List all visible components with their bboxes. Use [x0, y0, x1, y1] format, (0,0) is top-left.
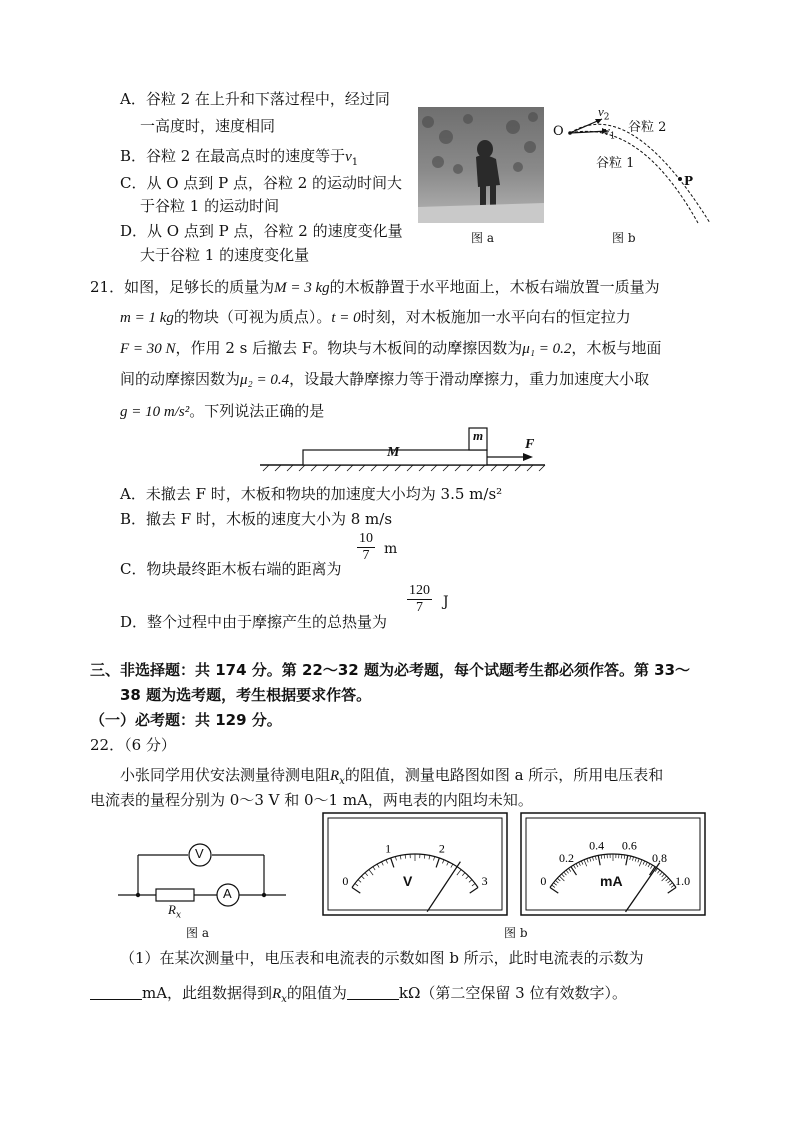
a-tick-label: 0.8 — [651, 851, 667, 866]
voltmeter-unit: V — [403, 873, 413, 889]
grain1-label: 谷粒 1 — [596, 156, 635, 171]
v-tick-label: 3 — [481, 874, 488, 889]
q21-option-d-unit: J — [443, 594, 449, 610]
board-block-diagram — [255, 425, 555, 475]
ammeter-dial — [520, 812, 706, 916]
v-tick-label: 1 — [385, 841, 392, 856]
figure-a-caption: 图 a — [471, 231, 494, 245]
q21-line3: F = 30 N，作用 2 s 后撤去 F。物块与木板间的动摩擦因数为μ₁ = 0.2，木板与地面 — [120, 339, 662, 357]
q20-option-c-cont: 于谷粒 1 的运动时间 — [140, 197, 280, 215]
q21-line4: 间的动摩擦因数为μ₂ = 0.4，设最大静摩擦力等于滑动摩擦力，重力加速度大小取 — [120, 370, 650, 388]
q21-option-d: D．整个过程中由于摩擦产生的总热量为 — [120, 613, 388, 631]
v-tick-label: 0 — [342, 874, 349, 889]
v-tick-label: 2 — [438, 841, 445, 856]
ammeter-label: A — [223, 886, 232, 901]
v2-label: $v_2$ — [598, 104, 610, 123]
a-tick-label: 0.2 — [559, 851, 575, 866]
resistor-label: $R_x$ — [168, 902, 182, 921]
q22-sub1-cont: mA，此组数据得到$R_x$的阻值为 kΩ（第二空保留 3 位有效数字）。 — [90, 982, 627, 1005]
section3-subheading: （一）必考题：共 129 分。 — [90, 711, 282, 729]
q21-option-c: C．物块最终距木板右端的距离为 — [120, 560, 342, 578]
point-p-label: P — [684, 174, 694, 188]
ammeter-unit: mA — [600, 873, 623, 889]
v1-subscript: 1 — [351, 157, 359, 168]
force-label: F — [525, 437, 535, 452]
v1-symbol: v — [345, 149, 352, 165]
figure-b-caption: 图 b — [612, 231, 636, 245]
q21-option-c-fraction: $\frac{10}{7}$ — [359, 531, 373, 563]
q21-line2: m = 1 kg的物块（可视为质点）。t = 0时刻，对木板施加一水平向右的恒定拉力 — [120, 308, 631, 326]
q22-para2: 电流表的量程分别为 0～3 V 和 0～1 mA，两电表的内阻均未知。 — [90, 791, 533, 809]
trajectory-grain1 — [570, 131, 698, 223]
a-tick-label: 0 — [540, 874, 547, 889]
q22-para1: 小张同学用伏安法测量待测电阻$R_x$的阻值，测量电路图如图 a 所示，所用电压表和 — [120, 766, 664, 787]
q20-option-a: A．谷粒 2 在上升和下落过程中，经过同 — [120, 90, 390, 108]
q21-option-b: B．撤去 F 时，木板的速度大小为 8 m/s — [120, 510, 393, 528]
q22-sub1: （1）在某次测量中，电压表和电流表的示数如图 b 所示，此时电流表的示数为 — [120, 949, 644, 967]
answer-blank-resistance[interactable] — [347, 985, 399, 1000]
q21-line5: g = 10 m/s²。下列说法正确的是 — [120, 402, 325, 420]
a-tick-label: 0.6 — [621, 838, 637, 853]
voltmeter-label: V — [195, 846, 204, 861]
q21-option-a: A．未撤去 F 时，木板和物块的加速度大小均为 3.5 m/s² — [120, 485, 503, 503]
point-o-label: O — [553, 124, 564, 139]
voltmeter-dial — [322, 812, 508, 916]
q20-option-d: D．从 O 点到 P 点，谷粒 2 的速度变化量 — [120, 222, 403, 240]
section3-heading-cont: 38 题为选考题，考生根据要求作答。 — [120, 686, 372, 704]
q20-option-a-cont: 一高度时，速度相同 — [140, 117, 276, 135]
q21-option-d-fraction: $\frac{120}{7}$ — [409, 583, 430, 615]
q22-number: 22．（6 分） — [90, 736, 176, 754]
v1-label: $v_1$ — [604, 123, 616, 142]
q20-option-d-cont: 大于谷粒 1 的速度变化量 — [140, 246, 310, 264]
q21-line1: 21．如图，足够长的质量为M = 3 kg的木板静置于水平地面上，木板右端放置一质量为 — [90, 278, 660, 296]
q21-option-c-unit: m — [384, 541, 398, 557]
q20-option-c: C．从 O 点到 P 点，谷粒 2 的运动时间大 — [120, 174, 403, 192]
farmer-photo — [418, 107, 544, 223]
answer-blank-current[interactable] — [90, 985, 142, 1000]
q20-option-b — [120, 145, 358, 168]
q20-option-b-text: B．谷粒 2 在最高点时的速度等于 — [120, 147, 346, 165]
section3-heading: 三、非选择题：共 174 分。第 22～32 题为必考题，每个试题考生都必须作答。第 33～ — [90, 661, 691, 679]
meters-caption: 图 b — [504, 926, 528, 940]
resistor-symbol — [156, 889, 194, 901]
a-tick-label: 1.0 — [675, 874, 691, 889]
grain2-label: 谷粒 2 — [628, 120, 667, 135]
a-tick-label: 0.4 — [589, 838, 605, 853]
block-label: m — [473, 428, 484, 443]
board-label: M — [387, 445, 400, 460]
circuit-caption: 图 a — [186, 926, 209, 940]
